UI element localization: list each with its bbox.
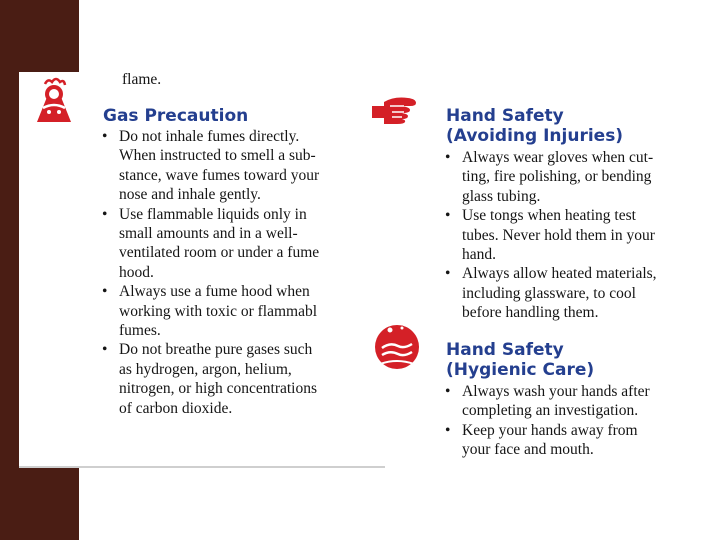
list-item xyxy=(443,421,650,460)
list-item-line: before handling them. xyxy=(462,304,599,322)
list-item xyxy=(443,382,650,421)
list-item-line: • Do not breathe pure gases such xyxy=(119,341,313,359)
preceding-text-fragment: flame. xyxy=(122,72,162,88)
list-item xyxy=(100,282,319,340)
hand-injury-list xyxy=(443,148,657,323)
list-item-line: nitrogen, or high concentrations xyxy=(119,380,318,398)
list-item-line: • Always wear gloves when cut- xyxy=(462,149,654,166)
list-item-line: • Do not inhale fumes directly. xyxy=(119,128,300,145)
hand-hygiene-title-line1: Hand Safety xyxy=(446,340,564,360)
gas-precaution-icon xyxy=(29,74,79,124)
list-item-line: hood. xyxy=(119,263,154,281)
list-item-line: • Keep your hands away from xyxy=(462,421,638,439)
hand-injury-title-line1: Hand Safety xyxy=(446,106,564,126)
list-item-line: • Always allow heated materials, xyxy=(462,265,657,283)
list-item-line: ventilated room or under a fume xyxy=(119,244,320,262)
list-item-line: of carbon dioxide. xyxy=(119,399,233,417)
hand-hygiene-list xyxy=(443,382,650,460)
list-item-line: hand. xyxy=(462,246,497,264)
hand-safety-injury-icon xyxy=(370,84,420,134)
list-item-line: • Use flammable liquids only in xyxy=(119,205,307,223)
list-item-line: • Always wash your hands after xyxy=(462,383,650,400)
list-item xyxy=(100,340,319,418)
list-item-line: • Use tongs when heating test xyxy=(462,207,636,225)
gas-precaution-title: Gas Precaution xyxy=(103,106,249,126)
list-item xyxy=(443,148,657,206)
list-item xyxy=(100,205,319,283)
list-item-line: stance, wave fumes toward your xyxy=(119,166,320,184)
hand-injury-title-line2: (Avoiding Injuries) xyxy=(446,126,624,146)
gas-precaution-panel xyxy=(19,72,385,466)
list-item-line: small amounts and in a well- xyxy=(119,225,298,243)
list-item-line: fumes. xyxy=(119,322,161,340)
list-item-line: ting, fire polishing, or bending xyxy=(462,168,652,186)
list-item-line: • Always use a fume hood when xyxy=(119,283,310,301)
gas-precaution-list xyxy=(100,127,319,418)
list-item-line: as hydrogen, argon, helium, xyxy=(119,360,292,378)
list-item-line: completing an investigation. xyxy=(462,402,639,420)
list-item xyxy=(100,127,319,205)
hand-washing-icon xyxy=(372,322,422,372)
list-item-line: including glassware, to cool xyxy=(462,284,636,302)
list-item xyxy=(443,264,657,322)
list-item-line: your face and mouth. xyxy=(462,441,594,459)
list-item-line: tubes. Never hold them in your xyxy=(462,226,655,244)
list-item-line: working with toxic or flammabl xyxy=(119,302,318,320)
list-item-line: glass tubing. xyxy=(462,187,541,205)
list-item-line: nose and inhale gently. xyxy=(119,186,261,204)
hand-safety-panel xyxy=(368,60,698,465)
hand-hygiene-title-line2: (Hygienic Care) xyxy=(446,360,595,380)
list-item-line: When instructed to smell a sub- xyxy=(119,147,316,165)
list-item xyxy=(443,206,657,264)
